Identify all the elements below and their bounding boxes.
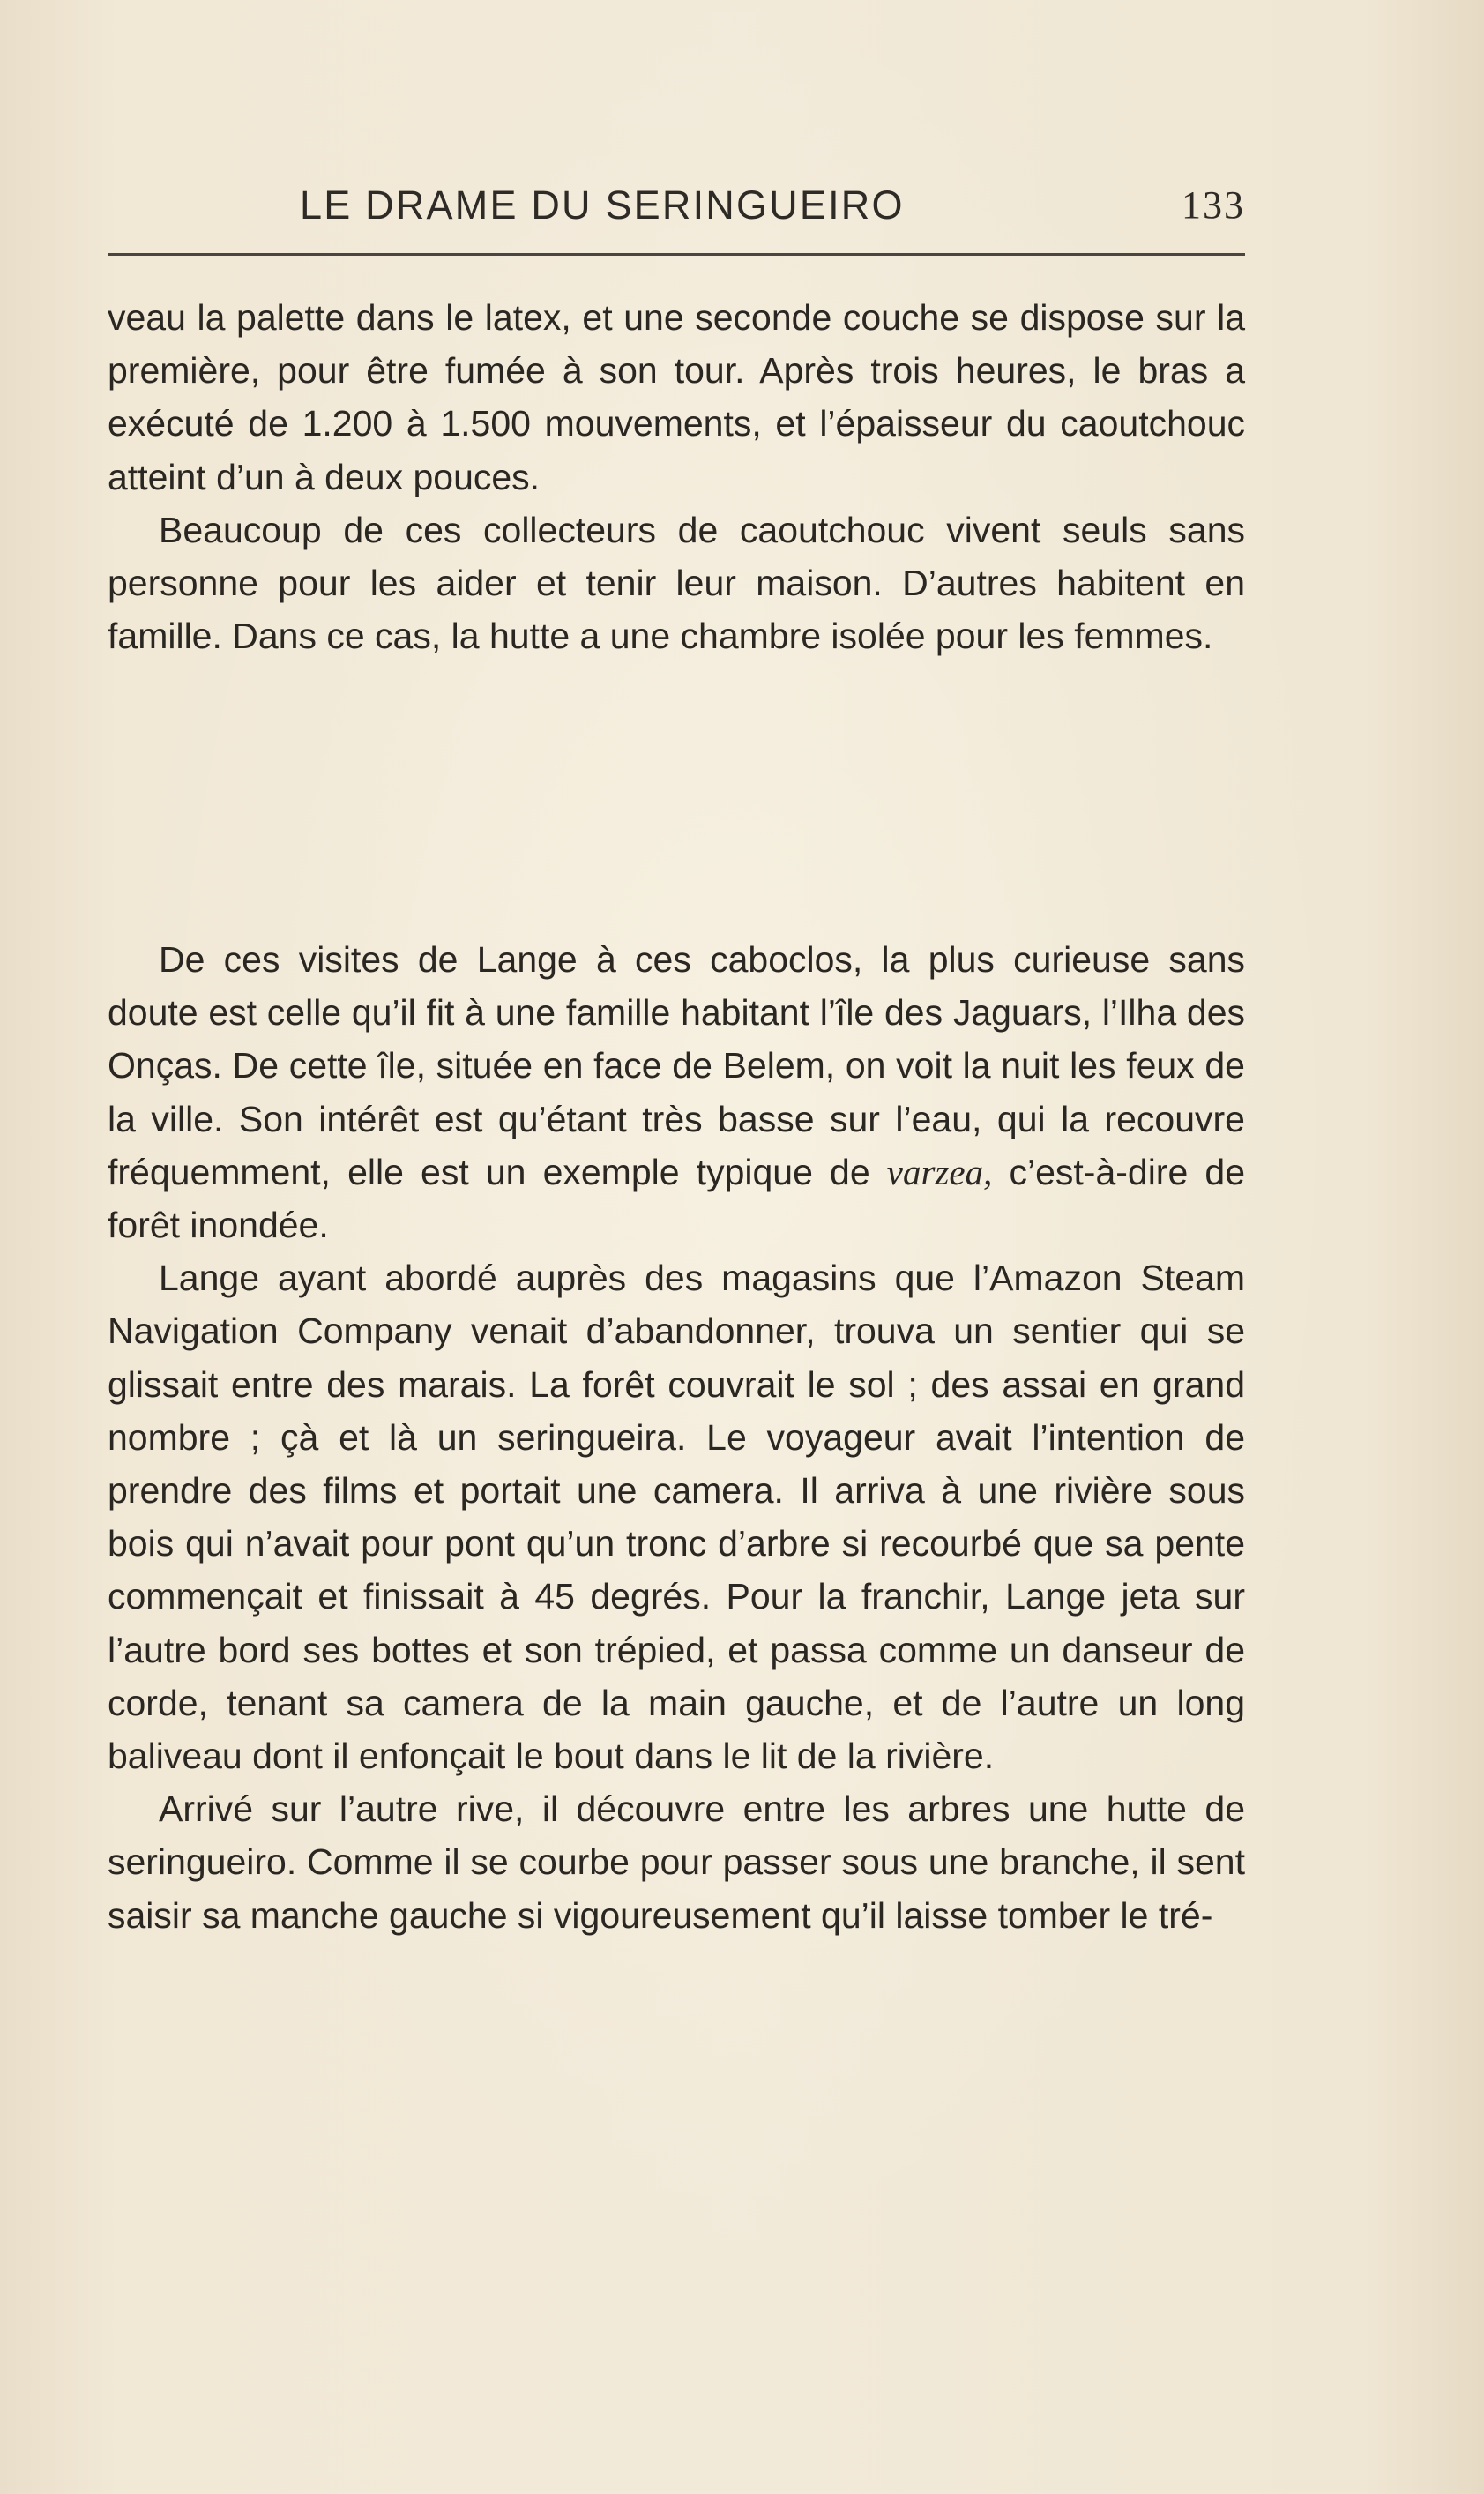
paragraph-5: Arrivé sur l’autre rive, il découvre entre les arbres une hutte de seringueiro. Comme il se courbe pour passer sous une branche, il sent saisir sa manche gauche si vigoureusement qu’il laisse tomber le tré- <box>108 1788 1245 1936</box>
page-header <box>108 175 1245 236</box>
paragraph-4: Lange ayant abordé auprès des magasins que l’Amazon Steam Navigation Company venait d’abandonner, trouva un sentier qui se glissait entre des marais. La forêt couvrait le sol ; des assai en grand nombre ; çà et là un seringueira. Le voyageur avait l’intention de prendre des films et portait une camera. Il arriva à une rivière sous bois qui n’avait pour pont qu’un tronc d’arbre si recourbé que sa pente commençait et finissait à 45 degrés. Pour la franchir, Lange jeta sur l’autre bord ses bottes et son trépied, et passa comme un danseur de corde, tenant sa camera de la main gauche, et de l’autre un long baliveau dont il enfonçait le bout dans le lit de la rivière. <box>108 1258 1245 1777</box>
paragraph-3 <box>108 933 1245 1251</box>
text-block-2 <box>108 933 1245 1942</box>
paragraph-1: veau la palette dans le latex, et une seconde couche se dispose sur la première, pour être fumée à son tour. Après trois heures, le bras a exécuté de 1.200 à 1.500 mouvements, et l’épaisseur du caoutchouc atteint d’un à deux pouces. <box>108 297 1245 497</box>
paragraph-3-text-a: De ces visites de Lange à ces caboclos, la plus curieuse sans doute est celle qu’il fit à une famille habitant l’île des Jaguars, l’Ilha des Onças. De cette île, située en face de Belem, on voit la nuit les feux de la ville. Son intérêt est qu’étant très basse sur l’eau, qui la recouvre fréquemment, elle est un exemple typique de <box>108 939 1245 1192</box>
italic-term-varzea: varzea, <box>886 1151 993 1192</box>
page-number: 133 <box>1182 183 1245 227</box>
header-rule <box>108 253 1245 256</box>
paragraph-3-text-b: c’est-à-dire de forêt inondée. <box>108 1151 1245 1246</box>
running-title: LE DRAME DU SERINGUEIRO <box>300 183 905 228</box>
text-block-1 <box>108 291 1245 662</box>
paragraph-2: Beaucoup de ces collecteurs de caoutchouc vivent seuls sans personne pour les aider et tenir leur maison. D’autres habitent en famille. Dans ce cas, la hutte a une chambre isolée pour les femmes. <box>108 509 1245 657</box>
